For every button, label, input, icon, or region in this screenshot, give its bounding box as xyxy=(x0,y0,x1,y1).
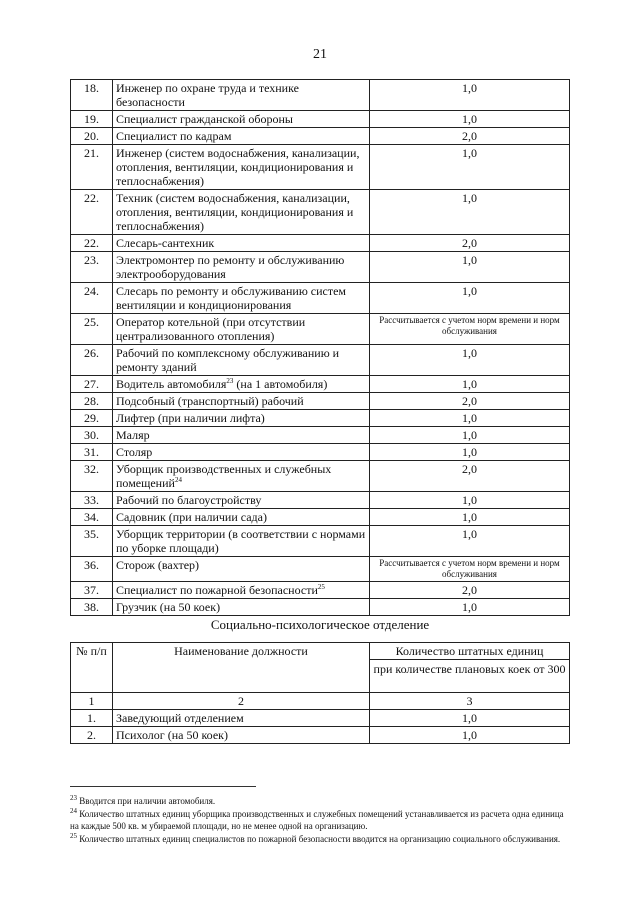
position-title xyxy=(113,599,370,616)
header-number: № п/п xyxy=(71,643,113,693)
position-count: 2,0 xyxy=(370,393,570,410)
position-count: 1,0 xyxy=(370,190,570,235)
row-number: 20. xyxy=(71,128,113,145)
position-title-text: Садовник (при наличии сада) xyxy=(116,510,267,524)
position-title-text: Слесарь-сантехник xyxy=(116,236,215,250)
table-row xyxy=(71,128,570,145)
position-title xyxy=(113,376,370,393)
table-row xyxy=(71,80,570,111)
table-row xyxy=(71,444,570,461)
position-title-text: Уборщик производственных и служебных помещений xyxy=(116,462,332,490)
position-title xyxy=(113,111,370,128)
row-number: 2. xyxy=(71,727,113,744)
position-count: 1,0 xyxy=(370,410,570,427)
position-title-text: Грузчик (на 50 коек) xyxy=(116,600,221,614)
position-title-text: Инженер по охране труда и технике безопасности xyxy=(116,81,299,109)
position-count: 1,0 xyxy=(370,345,570,376)
header-count-title: Количество штатных единиц xyxy=(370,644,569,660)
position-title-text: Лифтер (при наличии лифта) xyxy=(116,411,265,425)
footnote-reference: 24 xyxy=(174,476,182,484)
table-row xyxy=(71,557,570,582)
section-heading: Социально-психологическое отделение xyxy=(210,617,430,632)
table-row xyxy=(71,190,570,235)
row-number: 29. xyxy=(71,410,113,427)
position-title-text: Рабочий по комплексному обслуживанию и ремонту зданий xyxy=(116,346,340,374)
position-title-text: Специалист по кадрам xyxy=(116,129,232,143)
position-count: 1,0 xyxy=(370,80,570,111)
position-title-text: Сторож (вахтер) xyxy=(116,558,200,572)
position-title xyxy=(113,410,370,427)
position-count: Рассчитывается с учетом норм времени и норм обслуживания xyxy=(370,557,570,582)
position-count: 1,0 xyxy=(370,509,570,526)
position-count: 1,0 xyxy=(370,727,570,744)
position-count: 1,0 xyxy=(370,444,570,461)
footnote-mark: 23 xyxy=(70,794,77,802)
row-number: 1. xyxy=(71,710,113,727)
position-title xyxy=(113,526,370,557)
position-title: Психолог (на 50 коек) xyxy=(113,727,370,744)
position-title xyxy=(113,557,370,582)
position-title-text: Техник (систем водоснабжения, канализации, отопления, вентиляции, кондиционирования и теплоснабжения) xyxy=(116,191,354,233)
footnote-mark: 24 xyxy=(70,807,77,815)
position-count: 1,0 xyxy=(370,376,570,393)
table-row xyxy=(71,582,570,599)
row-number: 22. xyxy=(71,235,113,252)
row-number: 21. xyxy=(71,145,113,190)
position-count: 2,0 xyxy=(370,582,570,599)
position-count: 1,0 xyxy=(370,526,570,557)
position-count: 2,0 xyxy=(370,461,570,492)
position-title xyxy=(113,393,370,410)
column-number-row xyxy=(71,693,570,710)
footnote-text: Вводится при наличии автомобиля. xyxy=(77,796,216,806)
table-row xyxy=(71,727,570,744)
row-number: 33. xyxy=(71,492,113,509)
table-row xyxy=(71,376,570,393)
row-number: 37. xyxy=(71,582,113,599)
row-number: 28. xyxy=(71,393,113,410)
table-row xyxy=(71,111,570,128)
row-number: 38. xyxy=(71,599,113,616)
position-title xyxy=(113,492,370,509)
position-title-text: Слесарь по ремонту и обслуживанию систем вентиляции и кондиционирования xyxy=(116,284,347,312)
footnote-reference: 25 xyxy=(317,583,325,591)
position-title xyxy=(113,235,370,252)
table-row xyxy=(71,509,570,526)
position-title xyxy=(113,283,370,314)
row-number: 31. xyxy=(71,444,113,461)
row-number: 35. xyxy=(71,526,113,557)
row-number: 26. xyxy=(71,345,113,376)
footnote-reference: 23 xyxy=(226,377,234,385)
footnote-separator xyxy=(70,786,256,787)
footnote-mark: 25 xyxy=(70,832,77,840)
header-position: Наименование должности xyxy=(113,643,370,693)
header-count-subtitle: при количестве плановых коек от 300 xyxy=(373,662,566,676)
position-title-text: Оператор котельной (при отсутствии централизованного отопления) xyxy=(116,315,306,343)
table-row xyxy=(71,314,570,345)
table-row xyxy=(71,345,570,376)
footnote xyxy=(70,795,570,807)
row-number: 30. xyxy=(71,427,113,444)
table-row xyxy=(71,393,570,410)
header-count xyxy=(370,643,570,693)
row-number: 23. xyxy=(71,252,113,283)
row-number: 22. xyxy=(71,190,113,235)
position-title xyxy=(113,314,370,345)
position-title xyxy=(113,509,370,526)
table-row xyxy=(71,461,570,492)
department-staffing-table xyxy=(70,642,570,744)
position-title-text: Водитель автомобиля xyxy=(116,377,227,391)
footnote-text: Количество штатных единиц специалистов по пожарной безопасности вводится на организацию социального обслуживания. xyxy=(77,834,561,844)
footnotes xyxy=(70,795,570,846)
position-title xyxy=(113,252,370,283)
column-number: 2 xyxy=(113,693,370,710)
position-title xyxy=(113,427,370,444)
row-number: 34. xyxy=(71,509,113,526)
position-count: 1,0 xyxy=(370,710,570,727)
table-header-row xyxy=(71,643,570,693)
position-title-text: Маляр xyxy=(116,428,150,442)
position-count: Рассчитывается с учетом норм времени и норм обслуживания xyxy=(370,314,570,345)
footnote-text: Количество штатных единиц уборщика производственных и служебных помещений устанавливается из расчета одна единица на каждые 500 кв. м убираемой площади, но не менее одной на организацию. xyxy=(70,809,564,831)
row-number: 36. xyxy=(71,557,113,582)
table-row xyxy=(71,252,570,283)
table-row xyxy=(71,410,570,427)
table-row xyxy=(71,283,570,314)
column-number: 1 xyxy=(71,693,113,710)
position-count: 1,0 xyxy=(370,283,570,314)
column-number: 3 xyxy=(370,693,570,710)
position-title-text: Специалист гражданской обороны xyxy=(116,112,293,126)
row-number: 27. xyxy=(71,376,113,393)
row-number: 19. xyxy=(71,111,113,128)
footnote xyxy=(70,808,570,832)
table-row xyxy=(71,235,570,252)
position-count: 2,0 xyxy=(370,128,570,145)
row-number: 32. xyxy=(71,461,113,492)
position-count: 1,0 xyxy=(370,599,570,616)
page-number: 21 xyxy=(313,47,327,62)
row-number: 24. xyxy=(71,283,113,314)
row-number: 25. xyxy=(71,314,113,345)
table-row xyxy=(71,710,570,727)
position-title-text: Электромонтер по ремонту и обслуживанию электрооборудования xyxy=(116,253,345,281)
position-title-text: Специалист по пожарной безопасности xyxy=(116,583,318,597)
table-row xyxy=(71,492,570,509)
table-row xyxy=(71,599,570,616)
table-row xyxy=(71,145,570,190)
position-count: 1,0 xyxy=(370,145,570,190)
row-number: 18. xyxy=(71,80,113,111)
table-row xyxy=(71,526,570,557)
position-title xyxy=(113,444,370,461)
position-title-text: Столяр xyxy=(116,445,153,459)
position-title xyxy=(113,190,370,235)
position-title xyxy=(113,145,370,190)
position-title-text: Рабочий по благоустройству xyxy=(116,493,262,507)
staffing-table xyxy=(70,79,570,616)
position-title-text: Подсобный (транспортный) рабочий xyxy=(116,394,304,408)
position-title xyxy=(113,461,370,492)
footnote xyxy=(70,833,570,845)
position-count: 1,0 xyxy=(370,111,570,128)
position-title xyxy=(113,128,370,145)
position-title: Заведующий отделением xyxy=(113,710,370,727)
position-title-text: Инженер (систем водоснабжения, канализации, отопления, вентиляции, кондиционирования и теплоснабжения) xyxy=(116,146,360,188)
position-title-text: Уборщик территории (в соответствии с нормами по уборке площади) xyxy=(116,527,366,555)
position-count: 1,0 xyxy=(370,252,570,283)
position-count: 1,0 xyxy=(370,492,570,509)
position-count: 1,0 xyxy=(370,427,570,444)
position-title xyxy=(113,80,370,111)
position-title xyxy=(113,582,370,599)
table-row xyxy=(71,427,570,444)
position-title xyxy=(113,345,370,376)
position-count: 2,0 xyxy=(370,235,570,252)
position-title-suffix: (на 1 автомобиля) xyxy=(233,377,328,391)
